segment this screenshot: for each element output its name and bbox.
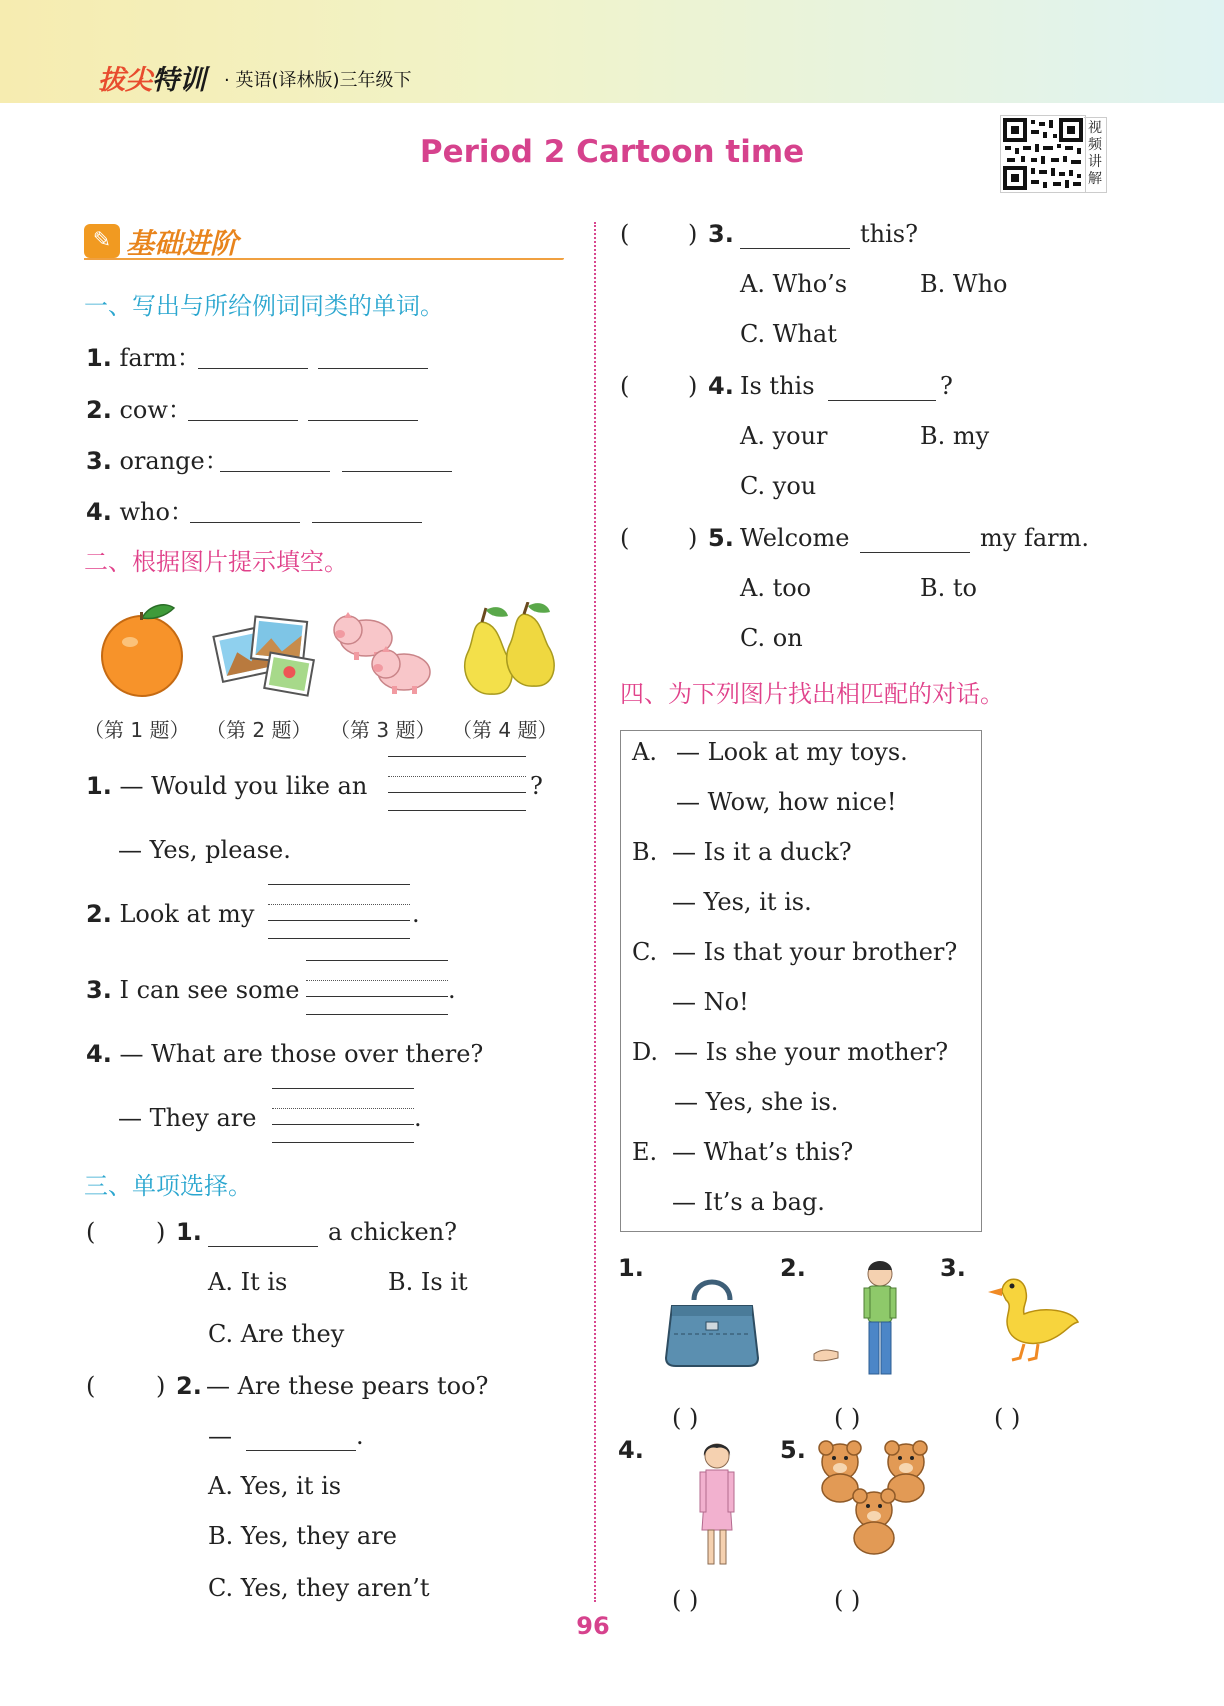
- answer-blank[interactable]: [198, 344, 308, 369]
- mcq3-num: 3.: [708, 220, 734, 248]
- answer-blank[interactable]: [208, 1222, 318, 1247]
- mcq1-stem: a chicken?: [328, 1218, 458, 1246]
- mcq2-reply: —: [208, 1422, 232, 1450]
- answer-paren[interactable]: ( ): [834, 1404, 861, 1432]
- mcq5-stem-after: my farm.: [980, 524, 1089, 552]
- q3-end: .: [448, 976, 456, 1004]
- picture-4-num: 4.: [618, 1436, 644, 1464]
- picture-5-num: 5.: [780, 1436, 806, 1464]
- mcq4-num: 4.: [708, 372, 734, 400]
- answer-blank[interactable]: [828, 376, 936, 401]
- answer-paren-close: ): [156, 1218, 166, 1246]
- header-subtitle: · 英语(译林版)三年级下: [224, 70, 412, 91]
- part2-q4-reply: — They are: [118, 1104, 257, 1132]
- part1-item-2: 2. cow：: [86, 396, 192, 424]
- mcq2-stem: — Are these pears too?: [206, 1372, 489, 1400]
- mcq4-option-b[interactable]: B. my: [920, 422, 990, 450]
- answer-paren[interactable]: ( ): [672, 1586, 699, 1614]
- mcq4-option-a[interactable]: A. your: [740, 422, 828, 450]
- mcq1-num: 1.: [176, 1218, 202, 1246]
- dialogue-d-line2: — Yes, she is.: [674, 1088, 839, 1116]
- answer-paren-open: (: [620, 372, 630, 400]
- picture-3-num: 3.: [940, 1254, 966, 1282]
- dialogue-b-letter: B.: [632, 838, 658, 866]
- mcq1-option-c[interactable]: C. Are they: [208, 1320, 345, 1348]
- picture-1-num: 1.: [618, 1254, 644, 1282]
- answer-paren-open: (: [86, 1372, 96, 1400]
- answer-blank[interactable]: [318, 344, 428, 369]
- mcq4-stem-before: Is this: [740, 372, 815, 400]
- page-title: Period 2 Cartoon time: [419, 134, 805, 170]
- part2-q2: 2. Look at my: [86, 900, 255, 928]
- dialogue-e-line2: — It’s a bag.: [672, 1188, 825, 1216]
- mcq5-option-c[interactable]: C. on: [740, 624, 803, 652]
- pigs-icon: [330, 602, 442, 706]
- answer-paren-close: ): [688, 524, 698, 552]
- dialogue-b-line2: — Yes, it is.: [672, 888, 812, 916]
- page-number: 96: [576, 1612, 610, 1640]
- brand-logo: 拔尖特训: [98, 65, 206, 96]
- mcq2-reply-end: .: [356, 1422, 364, 1450]
- bag-icon: [660, 1266, 764, 1374]
- four-line-blank[interactable]: [306, 960, 448, 1016]
- orange-icon: [96, 600, 188, 704]
- part2-q1: 1. — Would you like an: [86, 772, 368, 800]
- answer-paren-close: ): [688, 372, 698, 400]
- caption-4: （第 4 题）: [452, 718, 558, 742]
- part4-heading: 四、为下列图片找出相匹配的对话。: [620, 680, 1004, 708]
- part3-heading: 三、单项选择。: [84, 1172, 252, 1200]
- qr-code-icon[interactable]: [1000, 115, 1086, 193]
- mcq5-option-a[interactable]: A. too: [740, 574, 812, 602]
- answer-blank[interactable]: [220, 447, 330, 472]
- mcq2-option-b[interactable]: B. Yes, they are: [208, 1522, 397, 1550]
- answer-blank[interactable]: [308, 396, 418, 421]
- duck-icon: [984, 1262, 1084, 1370]
- pears-icon: [452, 602, 562, 706]
- mcq4-stem-after: ?: [940, 372, 953, 400]
- answer-blank[interactable]: [246, 1426, 356, 1451]
- section-heading: 基础进阶: [126, 227, 239, 260]
- part1-item-1: 1. farm：: [86, 344, 201, 372]
- qr-label: 视频讲解: [1084, 117, 1107, 193]
- mcq2-option-a[interactable]: A. Yes, it is: [208, 1472, 342, 1500]
- answer-paren-open: (: [620, 220, 630, 248]
- dialogue-a-letter: A.: [632, 738, 657, 766]
- four-line-blank[interactable]: [388, 756, 526, 812]
- answer-blank[interactable]: [342, 447, 452, 472]
- photos-icon: [208, 610, 318, 704]
- mcq2-option-c[interactable]: C. Yes, they aren’t: [208, 1574, 430, 1602]
- answer-blank[interactable]: [190, 498, 300, 523]
- caption-1: （第 1 题）: [84, 718, 190, 742]
- part2-q1-reply: — Yes, please.: [118, 836, 291, 864]
- teddy-bears-icon: [810, 1440, 942, 1564]
- q1-end: ?: [530, 772, 543, 800]
- dialogue-a-line1: — Look at my toys.: [676, 738, 908, 766]
- answer-paren[interactable]: ( ): [994, 1404, 1021, 1432]
- answer-blank[interactable]: [860, 528, 970, 553]
- mcq5-option-b[interactable]: B. to: [920, 574, 977, 602]
- four-line-blank[interactable]: [268, 884, 410, 940]
- mcq1-option-a[interactable]: A. It is: [208, 1268, 288, 1296]
- caption-3: （第 3 题）: [330, 718, 436, 742]
- mcq3-stem: this?: [860, 220, 918, 248]
- part2-q4: 4. — What are those over there?: [86, 1040, 484, 1068]
- picture-2-num: 2.: [780, 1254, 806, 1282]
- answer-paren-open: (: [86, 1218, 96, 1246]
- dialogue-e-line1: — What’s this?: [672, 1138, 854, 1166]
- mcq3-option-a[interactable]: A. Who’s: [740, 270, 848, 298]
- mcq3-option-c[interactable]: C. What: [740, 320, 837, 348]
- boy-icon: [808, 1256, 908, 1384]
- part2-q3: 3. I can see some: [86, 976, 300, 1004]
- answer-paren[interactable]: ( ): [672, 1404, 699, 1432]
- dialogue-d-line1: — Is she your mother?: [674, 1038, 949, 1066]
- mcq5-stem-before: Welcome: [740, 524, 850, 552]
- mcq5-num: 5.: [708, 524, 734, 552]
- answer-paren[interactable]: ( ): [834, 1586, 861, 1614]
- column-divider: [594, 222, 596, 1602]
- mcq1-option-b[interactable]: B. Is it: [388, 1268, 468, 1296]
- part1-heading: 一、写出与所给例词同类的单词。: [84, 292, 444, 320]
- mcq4-option-c[interactable]: C. you: [740, 472, 817, 500]
- answer-paren-close: ): [156, 1372, 166, 1400]
- four-line-blank[interactable]: [272, 1088, 414, 1144]
- mcq3-option-b[interactable]: B. Who: [920, 270, 1008, 298]
- pencil-icon: ✎: [84, 224, 120, 258]
- dialogue-e-letter: E.: [632, 1138, 658, 1166]
- part1-item-4: 4. who：: [86, 498, 194, 526]
- dialogue-d-letter: D.: [632, 1038, 659, 1066]
- answer-paren-open: (: [620, 524, 630, 552]
- mcq2-num: 2.: [176, 1372, 202, 1400]
- answer-paren-close: ): [688, 220, 698, 248]
- q4-end: .: [414, 1104, 422, 1132]
- dialogue-c-line1: — Is that your brother?: [672, 938, 958, 966]
- answer-blank[interactable]: [312, 498, 422, 523]
- dialogue-c-letter: C.: [632, 938, 658, 966]
- dialogue-a-line2: — Wow, how nice!: [676, 788, 897, 816]
- dialogue-b-line1: — Is it a duck?: [672, 838, 852, 866]
- caption-2: （第 2 题）: [206, 718, 312, 742]
- part2-heading: 二、根据图片提示填空。: [84, 548, 348, 576]
- woman-icon: [692, 1440, 742, 1574]
- part1-item-3: 3. orange：: [86, 447, 229, 475]
- answer-blank[interactable]: [188, 396, 298, 421]
- q2-end: .: [412, 900, 420, 928]
- dialogue-c-line2: — No!: [672, 988, 749, 1016]
- section-underline: [84, 258, 564, 260]
- answer-blank[interactable]: [740, 224, 850, 249]
